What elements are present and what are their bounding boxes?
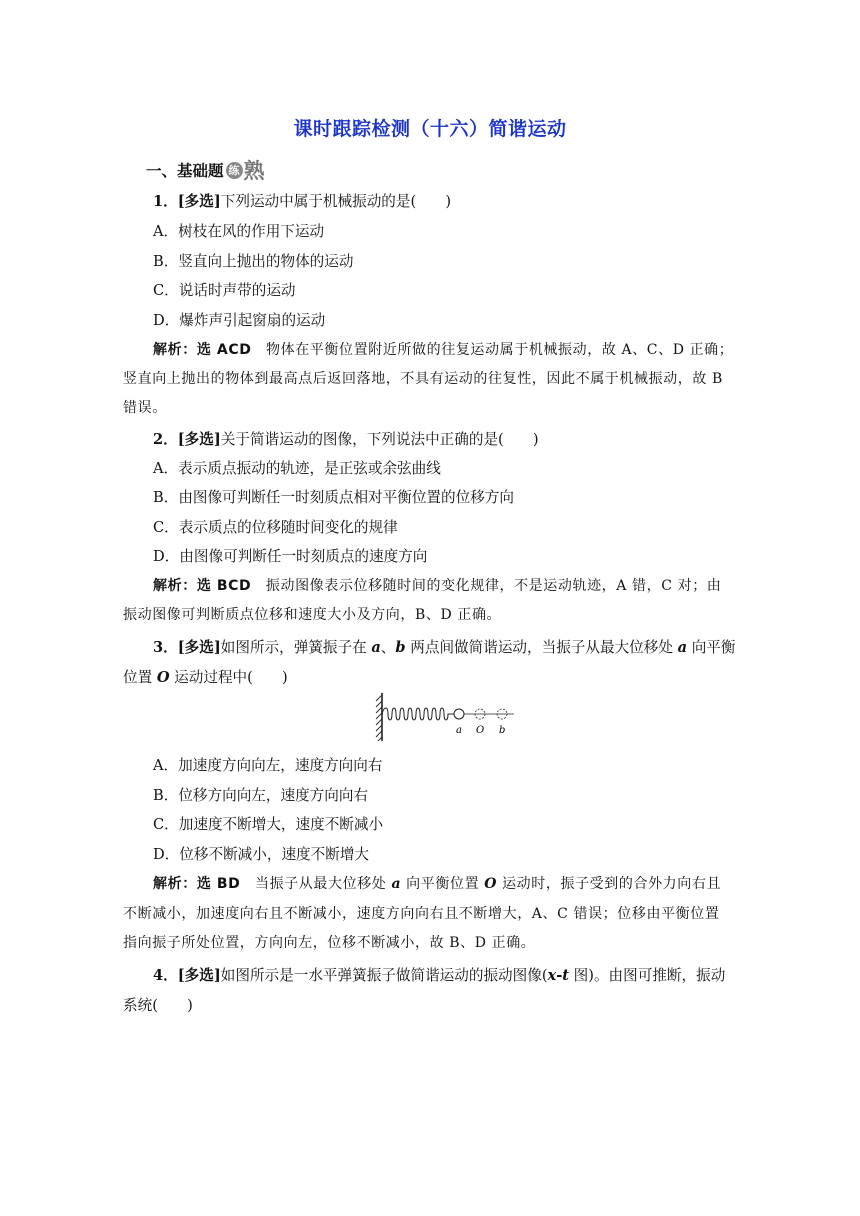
analysis-3-line-3: 指向振子所处位置，方向向左，位移不断减小，故 B、D 正确。 <box>123 935 536 951</box>
question-tag: [多选] <box>177 431 221 448</box>
question-tag: [多选] <box>177 967 221 984</box>
question-3-stem-line-1 <box>153 636 735 657</box>
option-a: A．加速度方向向左，速度方向向右 <box>153 757 383 774</box>
question-text: 如图所示是一水平弹簧振子做简谐运动的振动图像( <box>220 967 548 984</box>
question-tag: [多选] <box>177 639 221 656</box>
analysis-text: 运动时，振子受到的合外力向右且 <box>497 876 722 892</box>
analysis-2-line-2: 振动图像可判断质点位移和速度大小及方向，B、D 正确。 <box>123 607 502 623</box>
analysis-1-line-2: 竖直向上抛出的物体到最高点后返回落地，不具有运动的往复性，因此不属于机械振动，故 B <box>123 371 723 387</box>
fig-label-b: b <box>499 725 506 736</box>
option-d: D．位移不断减小，速度不断增大 <box>153 846 370 863</box>
spring-oscillator-figure <box>374 689 524 741</box>
option-c: C．说话时声带的运动 <box>153 282 296 299</box>
question-text: 关于简谐运动的图像，下列说法中正确的是( ) <box>220 431 539 448</box>
option-b: B．竖直向上抛出的物体的运动 <box>153 253 354 270</box>
option-b: B．位移方向向左，速度方向向右 <box>153 787 369 804</box>
point-a-symbol: a <box>391 876 402 892</box>
question-text: 位置 <box>123 669 157 686</box>
analysis-label: 解析： <box>153 876 197 892</box>
option-b: B．由图像可判断任一时刻质点相对平衡位置的位移方向 <box>153 489 514 506</box>
analysis-label: 解析： <box>153 578 197 594</box>
practice-badge: 练 <box>226 162 243 179</box>
question-number: 3． <box>153 639 178 656</box>
question-text: 两点间做简谐运动，当振子从最大位移处 <box>405 639 678 656</box>
question-tag: [多选] <box>177 193 221 210</box>
analysis-3-line-1 <box>153 873 721 893</box>
analysis-text: 向平衡位置 <box>401 876 485 892</box>
x-symbol: x <box>547 967 557 984</box>
separator: 、 <box>380 639 396 656</box>
analysis-3-line-2: 不断减小，加速度向右且不断减小，速度方向向右且不断增大，A、C 错误；位移由平衡位置 <box>123 906 720 922</box>
oscillator-ball <box>454 709 464 719</box>
question-number: 4． <box>153 967 178 984</box>
question-number: 2． <box>153 431 178 448</box>
analysis-text: 振动图像表示位移随时间的变化规律，不是运动轨迹，A 错，C 对；由 <box>265 578 722 594</box>
analysis-1-line-1 <box>153 339 733 359</box>
point-a-symbol: a <box>371 639 381 656</box>
t-symbol: t <box>562 967 570 984</box>
analysis-label: 解析： <box>153 342 197 358</box>
option-d: D．由图像可判断任一时刻质点的速度方向 <box>153 548 428 565</box>
option-a: A．表示质点振动的轨迹，是正弦或余弦曲线 <box>153 460 441 477</box>
analysis-choice: 选 BD <box>196 876 241 892</box>
question-text: 图)。由图可推断，振动 <box>569 967 726 984</box>
option-d: D．爆炸声引起窗扇的运动 <box>153 312 326 329</box>
page-title: 课时跟踪检测（十六）简谐运动 <box>293 118 567 140</box>
question-text: 如图所示，弹簧振子在 <box>220 639 372 656</box>
question-4-stem-line-1 <box>153 964 725 985</box>
question-4-stem-line-2: 系统( ) <box>123 997 193 1014</box>
question-1-stem <box>153 190 451 211</box>
analysis-text: 物体在平衡位置附近所做的往复运动属于机械振动，故 A、C、D 正确； <box>266 342 734 358</box>
analysis-1-line-3: 错误。 <box>123 400 167 416</box>
question-number: 1． <box>153 193 178 210</box>
section-label: 一、基础题 <box>146 162 224 180</box>
point-o-symbol: O <box>156 669 170 686</box>
section-heading <box>146 155 265 185</box>
fig-label-a: a <box>456 725 462 736</box>
question-3-stem-line-2 <box>123 666 288 687</box>
spring <box>382 708 454 720</box>
point-b-symbol: b <box>395 639 406 656</box>
option-c: C．加速度不断增大，速度不断减小 <box>153 816 384 833</box>
question-text: 运动过程中( ) <box>169 669 288 686</box>
point-o-symbol: O <box>484 876 498 892</box>
dash: - <box>556 967 563 984</box>
option-c: C．表示质点的位移随时间变化的规律 <box>153 519 398 536</box>
option-a: A．树枝在风的作用下运动 <box>153 223 325 240</box>
analysis-choice: 选 ACD <box>196 342 252 358</box>
analysis-choice: 选 BCD <box>196 578 252 594</box>
skill-badge: 熟 <box>243 159 265 183</box>
fig-label-o: O <box>476 725 485 736</box>
point-a-symbol: a <box>677 639 688 656</box>
analysis-2-line-1 <box>153 575 721 595</box>
question-2-stem <box>153 428 539 449</box>
question-text: 下列运动中属于机械振动的是( ) <box>220 193 452 210</box>
analysis-text: 当振子从最大位移处 <box>255 876 392 892</box>
question-text: 向平衡 <box>687 639 736 656</box>
